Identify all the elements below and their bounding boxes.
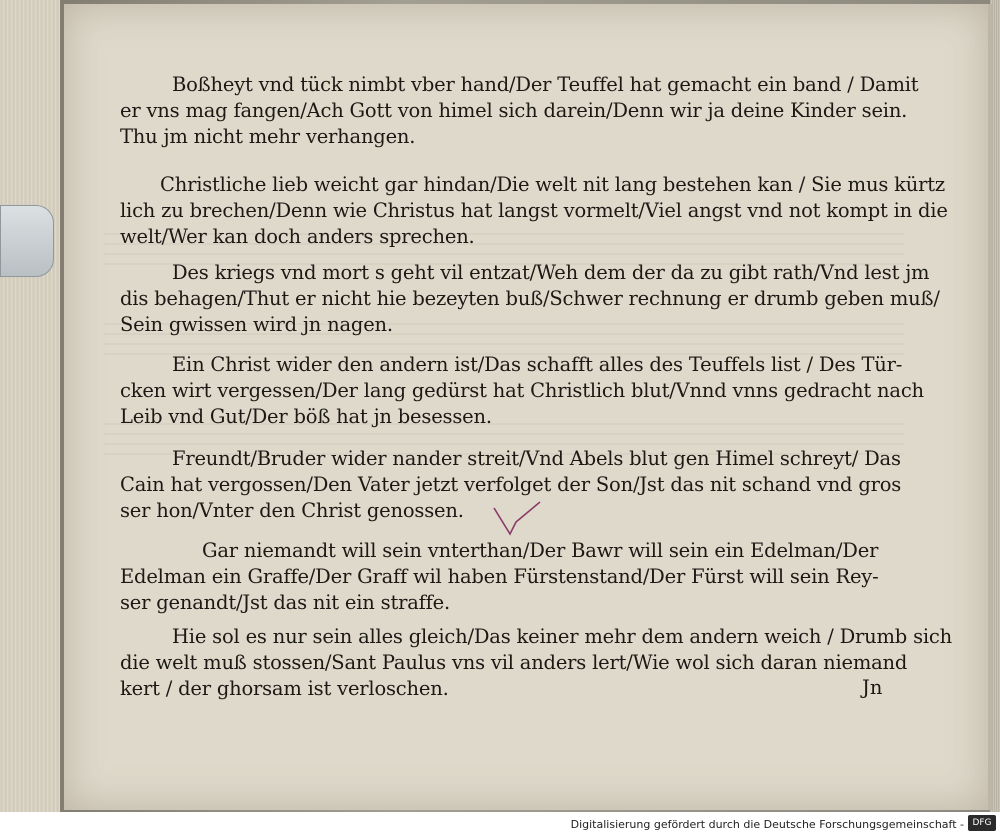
stanza-1 (120, 72, 919, 150)
verse-line: Sein gwissen wird jn nagen. (120, 313, 393, 336)
verse-line: Leib vnd Gut/Der böß hat jn besessen. (120, 405, 492, 428)
verse-line: cken wirt vergessen/Der lang gedürst hat Christlich blut/Vnnd vnns gedracht nach (120, 379, 924, 402)
catchword: Jn (862, 676, 883, 699)
verse-line: Gar niemandt will sein vnterthan/Der Bawr will sein ein Edelman/Der (202, 539, 879, 562)
verse-line: Edelman ein Graffe/Der Graff wil haben Fürstenstand/Der Fürst will sein Rey- (120, 565, 879, 588)
verse-line: ser genandt/Jst das nit ein straffe. (120, 591, 451, 614)
stanza-3 (120, 260, 940, 338)
verse-line: Hie sol es nur sein alles gleich/Das keiner mehr dem andern weich / Drumb sich (172, 625, 952, 648)
verse-line: Christliche lieb weicht gar hindan/Die welt nit lang bestehen kan / Sie mus kürtz (160, 173, 945, 196)
verse-line: dis behagen/Thut er nicht hie bezeyten buß/Schwer rechnung er drumb geben muß/ (120, 287, 940, 310)
verse-line: ser hon/Vnter den Christ genossen. (120, 499, 464, 522)
verse-line: Des kriegs vnd mort s geht vil entzat/Weh dem der da zu gibt rath/Vnd lest jm (172, 261, 930, 284)
verse-line: er vns mag fangen/Ach Gott von himel sich darein/Denn wir ja deine Kinder sein. (120, 99, 908, 122)
verse-line: Freundt/Bruder wider nander streit/Vnd Abels blut gen Himel schreyt/ Das (172, 447, 901, 470)
page-stack-edge (0, 0, 60, 812)
verse-line: Boßheyt vnd tück nimbt vber hand/Der Teuffel hat gemacht ein band / Damit (172, 73, 919, 96)
dfg-logo: DFG (968, 815, 996, 831)
verse-line: kert / der ghorsam ist verloschen. (120, 677, 449, 700)
verse-line: lich zu brechen/Denn wie Christus hat langst vormelt/Viel angst vnd not kompt in die (120, 199, 948, 222)
verse-line: die welt muß stossen/Sant Paulus vns vil anders lert/Wie wol sich daran niemand (120, 651, 908, 674)
verse-line: Ein Christ wider den andern ist/Das schafft alles des Teuffels list / Des Tür- (172, 353, 903, 376)
verse-line: welt/Wer kan doch anders sprechen. (120, 225, 475, 248)
book-clip (0, 205, 54, 277)
stanza-4 (120, 352, 924, 430)
funding-notice: Digitalisierung gefördert durch die Deutsche Forschungsgemeinschaft - (570, 818, 964, 831)
verse-line: Cain hat vergossen/Den Vater jetzt verfolget der Son/Jst das nit schand vnd gros (120, 473, 902, 496)
stanza-6 (120, 538, 905, 616)
stanza-2 (120, 172, 948, 250)
pen-checkmark-icon (490, 500, 550, 540)
stanza-7 (120, 624, 952, 702)
verse-line: Thu jm nicht mehr verhangen. (120, 125, 416, 148)
